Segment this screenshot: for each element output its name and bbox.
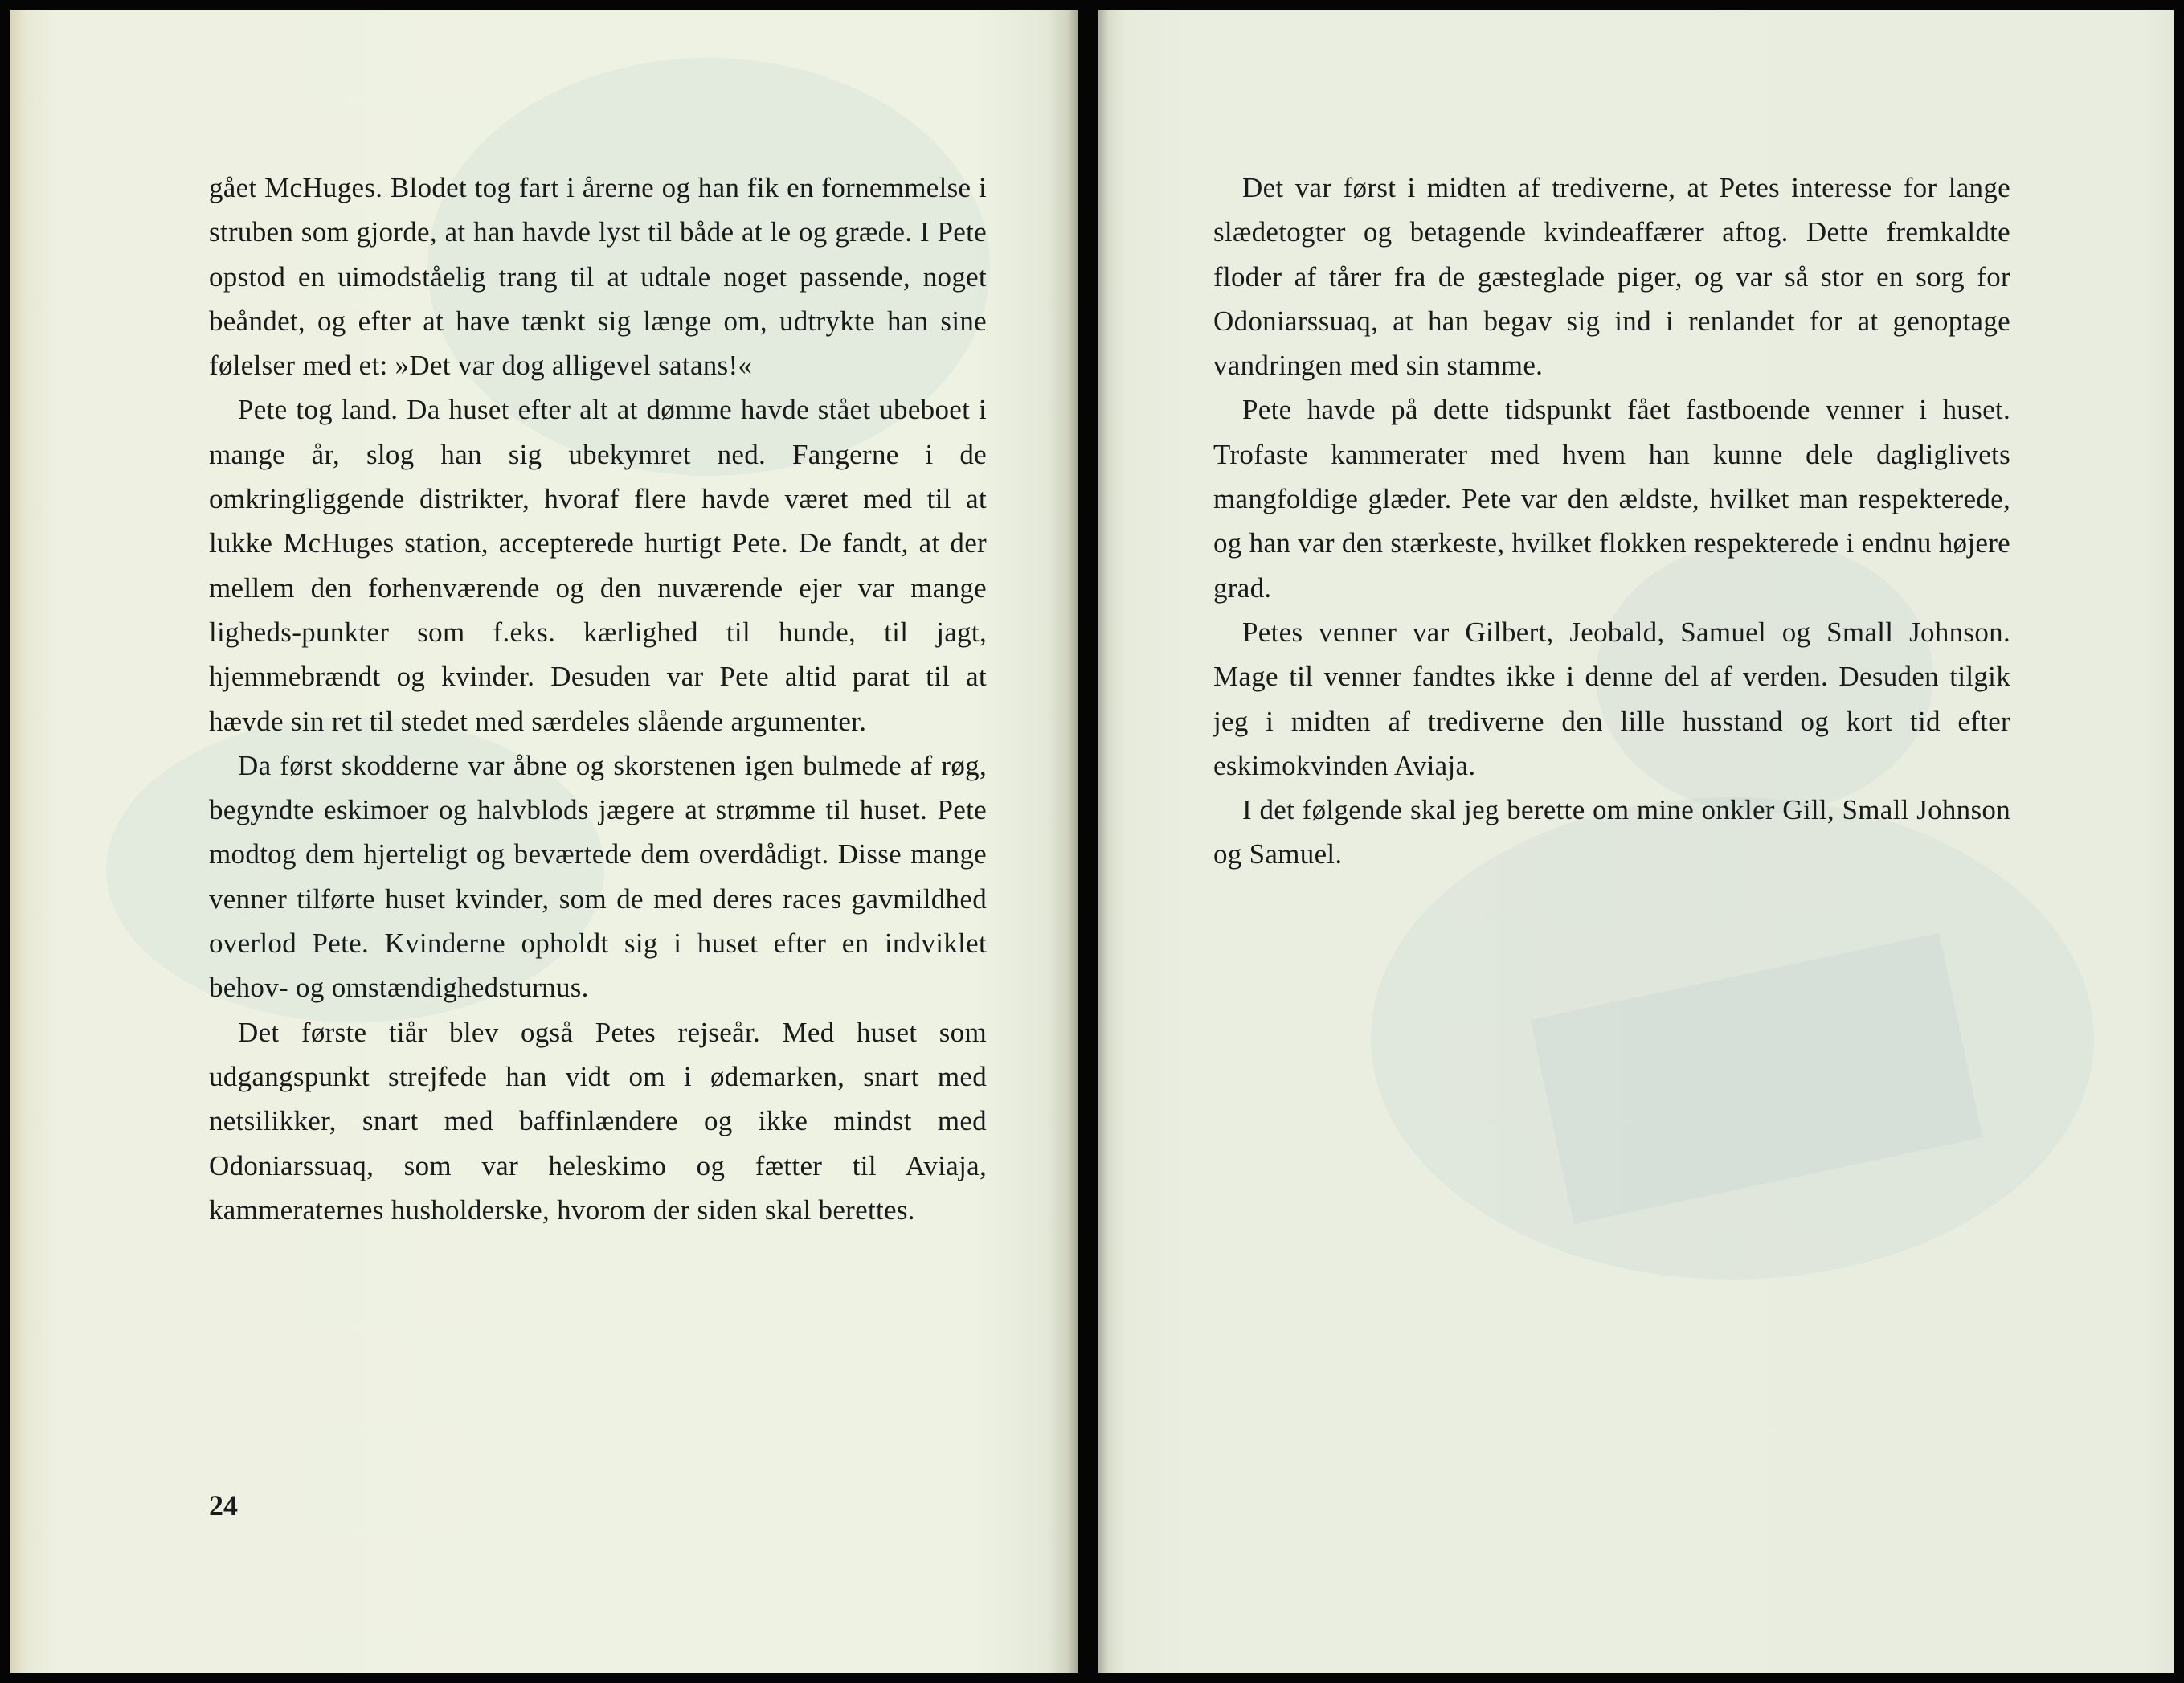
paragraph: I det følgende skal jeg berette om mine onkler Gill, Small Johnson og Samuel. [1213, 794, 2010, 870]
paragraph: Pete tog land. Da huset efter alt at dømme havde stået ubeboet i mange år, slog han sig ubekymret ned. Fangerne i de omkringliggende distrikter, hvoraf flere havde været med til at lukke McHuges station, accepterede hurtigt Pete. De fandt, at der mellem den forhenværende og den nuværende ejer var mange ligheds-punkter som f.eks. kærlighed til hunde, til jagt, hjemmebrændt og kvinder. Desuden var Pete altid parat til at hævde sin ret til stedet med særdeles slående argumenter. [209, 394, 987, 737]
page-edge-shadow [1098, 10, 1109, 1673]
paragraph: gået McHuges. Blodet tog fart i årerne og han fik en fornemmelse i struben som gjorde, at han havde lyst til både at le og græde. I Pete opstod en uimodståelig trang til at udtale noget passende, noget beåndet, og efter at have tænkt sig længe om, udtrykte han sine følelser med et: »Det var dog alligevel satans!« [209, 172, 987, 382]
left-page [10, 10, 1078, 1673]
right-page [1098, 10, 2174, 1673]
page-number: 24 [209, 1489, 238, 1521]
paragraph: Petes venner var Gilbert, Jeobald, Samuel og Small Johnson. Mage til venner fandtes ikke i denne del af verden. Desuden tilgik jeg i midten af trediverne den lille husstand og kort tid efter eskimokvinden Aviaja. [1213, 616, 2010, 781]
paragraph: Da først skodderne var åbne og skorstenen igen bulmede af røg, begyndte eskimoer og halvblods jægere at strømme til huset. Pete modtog dem hjerteligt og beværtede dem overdådigt. Disse mange venner tilførte huset kvinder, som de med deres races gavmildhed overlod Pete. Kvinderne opholdt sig i huset efter en indviklet behov- og omstændighedsturnus. [209, 749, 987, 1004]
paragraph: Pete havde på dette tidspunkt fået fastboende venner i huset. Trofaste kammerater med hvem han kunne dele dagliglivets mangfoldige glæder. Pete var den ældste, hvilket man respekterede, og han var den stærkeste, hvilket flokken respekterede i endnu højere grad. [1213, 394, 2010, 604]
paragraph: Det var først i midten af trediverne, at Petes interesse for lange slædetogter og betagende kvindeaffærer aftog. Dette fremkaldte floder af tårer fra de gæsteglade piger, og var så stor en sorg for Odoniarssuaq, at han begav sig ind i renlandet for at genoptage vandringen med sin stamme. [1213, 172, 2010, 382]
paragraph: Det første tiår blev også Petes rejseår. Med huset som udgangspunkt strejfede han vidt om i ødemarken, snart med netsilikker, snart med baffinlændere og ikke mindst med Odoniarssuaq, som var heleskimo og fætter til Aviaja, kammeraternes husholderske, hvorom der siden skal berettes. [209, 1016, 987, 1226]
right-page-text [1213, 166, 2010, 877]
left-page-text [209, 166, 987, 1232]
page-edge-shadow [1067, 10, 1078, 1673]
